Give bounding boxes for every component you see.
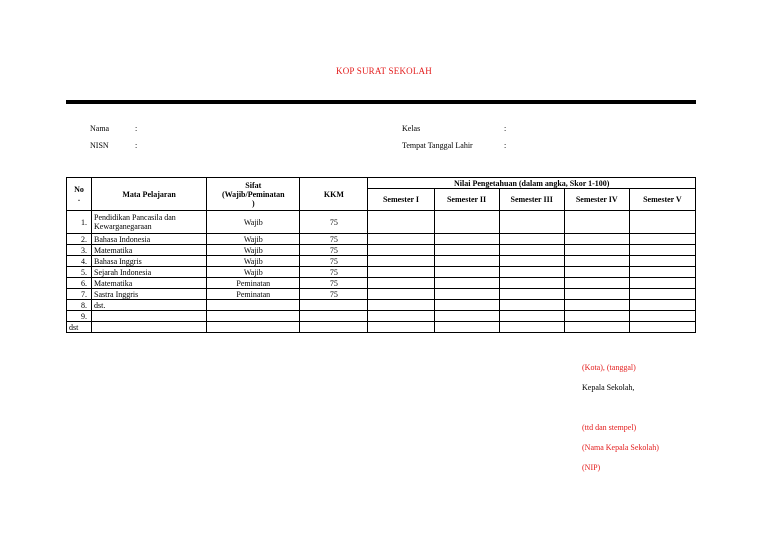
cell-sem3[interactable]: [499, 267, 564, 278]
cell-no: 9.: [67, 311, 92, 322]
cell-sifat: Wajib: [207, 211, 300, 234]
header-sifat-line1: Sifat: [245, 180, 262, 190]
cell-sem1[interactable]: [368, 245, 434, 256]
ttd-stempel: (ttd dan stempel): [582, 423, 637, 432]
cell-sem5[interactable]: [629, 211, 695, 234]
kelas-label: Kelas: [402, 124, 421, 133]
header-semester-3: Semester III: [499, 189, 564, 211]
header-no: [67, 178, 92, 211]
cell-sifat: Peminatan: [207, 278, 300, 289]
cell-sem4[interactable]: [564, 311, 629, 322]
nisn-colon: :: [135, 141, 138, 150]
cell-sem2[interactable]: [434, 322, 499, 333]
cell-sem4[interactable]: [564, 256, 629, 267]
kepala-sekolah-label: Kepala Sekolah,: [582, 383, 635, 392]
nip: (NIP): [582, 463, 601, 472]
cell-sem4[interactable]: [564, 322, 629, 333]
cell-kkm: 75: [300, 256, 368, 267]
cell-sem2[interactable]: [434, 256, 499, 267]
cell-kkm: 75: [300, 289, 368, 300]
cell-sem2[interactable]: [434, 311, 499, 322]
cell-sem1[interactable]: [368, 234, 434, 245]
header-mata-pelajaran: Mata Pelajaran: [92, 178, 207, 211]
cell-no: 7.: [67, 289, 92, 300]
cell-sifat: Wajib: [207, 234, 300, 245]
cell-sifat: [207, 311, 300, 322]
kelas-colon: :: [504, 124, 507, 133]
cell-mapel: Matematika: [92, 278, 207, 289]
cell-sem2[interactable]: [434, 267, 499, 278]
cell-sem1[interactable]: [368, 278, 434, 289]
cell-sem4[interactable]: [564, 278, 629, 289]
cell-kkm: [300, 311, 368, 322]
cell-mapel: dst.: [92, 300, 207, 311]
cell-sem2[interactable]: [434, 234, 499, 245]
cell-sem1[interactable]: [368, 322, 434, 333]
cell-sem4[interactable]: [564, 245, 629, 256]
header-semester-2: Semester II: [434, 189, 499, 211]
cell-sem4[interactable]: [564, 289, 629, 300]
nama-kepala-sekolah: (Nama Kepala Sekolah): [582, 443, 659, 452]
kop-surat-title: KOP SURAT SEKOLAH: [336, 66, 432, 76]
cell-kkm: [300, 322, 368, 333]
cell-no: 3.: [67, 245, 92, 256]
cell-sifat: Peminatan: [207, 289, 300, 300]
ttl-colon: :: [504, 141, 507, 150]
cell-sem1[interactable]: [368, 267, 434, 278]
cell-no: 4.: [67, 256, 92, 267]
cell-mapel: Bahasa Inggris: [92, 256, 207, 267]
cell-sem5[interactable]: [629, 289, 695, 300]
cell-kkm: 75: [300, 211, 368, 234]
table-row: [67, 267, 696, 278]
kota-tanggal: (Kota), (tanggal): [582, 363, 636, 372]
cell-sem3[interactable]: [499, 256, 564, 267]
header-no-dot: .: [78, 194, 81, 203]
cell-sem4[interactable]: [564, 211, 629, 234]
cell-sem1[interactable]: [368, 289, 434, 300]
cell-mapel: [92, 311, 207, 322]
cell-sem2[interactable]: [434, 211, 499, 234]
nisn-label: NISN: [90, 141, 109, 150]
table-row: [67, 322, 696, 333]
cell-sem5[interactable]: [629, 278, 695, 289]
cell-sifat: Wajib: [207, 256, 300, 267]
cell-sifat: Wajib: [207, 267, 300, 278]
cell-sem4[interactable]: [564, 267, 629, 278]
cell-no: 8.: [67, 300, 92, 311]
cell-sem5[interactable]: [629, 300, 695, 311]
table-row: [67, 311, 696, 322]
cell-sem3[interactable]: [499, 211, 564, 234]
cell-mapel: Sejarah Indonesia: [92, 267, 207, 278]
cell-sem3[interactable]: [499, 311, 564, 322]
cell-sem3[interactable]: [499, 300, 564, 311]
cell-sem2[interactable]: [434, 245, 499, 256]
cell-sem1[interactable]: [368, 300, 434, 311]
cell-kkm: 75: [300, 234, 368, 245]
cell-sem5[interactable]: [629, 267, 695, 278]
table-row: [67, 289, 696, 300]
header-sifat: [207, 178, 300, 211]
cell-sifat: Wajib: [207, 245, 300, 256]
table-row: [67, 245, 696, 256]
header-divider: [66, 100, 696, 104]
cell-kkm: 75: [300, 278, 368, 289]
cell-sifat: [207, 322, 300, 333]
table-row: [67, 234, 696, 245]
cell-kkm: 75: [300, 267, 368, 278]
header-sifat-line3: ): [251, 198, 255, 208]
header-semester-5: Semester V: [629, 189, 695, 211]
nama-colon: :: [135, 124, 138, 133]
header-no-text: No: [74, 185, 84, 194]
cell-mapel: [92, 322, 207, 333]
cell-sem5[interactable]: [629, 311, 695, 322]
cell-sem2[interactable]: [434, 300, 499, 311]
cell-sem5[interactable]: [629, 256, 695, 267]
cell-sem3[interactable]: [499, 278, 564, 289]
cell-no: 2.: [67, 234, 92, 245]
cell-sem3[interactable]: [499, 322, 564, 333]
cell-sem5[interactable]: [629, 234, 695, 245]
header-nilai: Nilai Pengetahuan (dalam angka, Skor 1-100): [368, 178, 696, 189]
cell-sem4[interactable]: [564, 234, 629, 245]
cell-mapel: Sastra Inggris: [92, 289, 207, 300]
header-kkm: KKM: [300, 178, 368, 211]
cell-no: 6.: [67, 278, 92, 289]
header-semester-4: Semester IV: [564, 189, 629, 211]
grades-table: [66, 177, 696, 333]
cell-no: 1.: [67, 211, 92, 234]
table-row: [67, 211, 696, 234]
table-row: [67, 300, 696, 311]
cell-no: dst: [67, 322, 92, 333]
cell-sem2[interactable]: [434, 278, 499, 289]
header-sifat-line2: (Wajib/Peminatan: [221, 189, 285, 199]
header-semester-1: Semester I: [368, 189, 434, 211]
cell-sem5[interactable]: [629, 245, 695, 256]
cell-sem1[interactable]: [368, 211, 434, 234]
cell-sem1[interactable]: [368, 311, 434, 322]
cell-kkm: 75: [300, 245, 368, 256]
table-row: [67, 256, 696, 267]
nama-label: Nama: [90, 124, 110, 133]
cell-no: 5.: [67, 267, 92, 278]
cell-sem3[interactable]: [499, 234, 564, 245]
cell-sem1[interactable]: [368, 256, 434, 267]
ttl-label: Tempat Tanggal Lahir: [402, 141, 473, 150]
cell-sifat: [207, 300, 300, 311]
cell-sem3[interactable]: [499, 289, 564, 300]
cell-sem4[interactable]: [564, 300, 629, 311]
cell-mapel: Matematika: [92, 245, 207, 256]
table-row: [67, 278, 696, 289]
cell-sem5[interactable]: [629, 322, 695, 333]
table-header-row: [67, 178, 696, 189]
cell-sem2[interactable]: [434, 289, 499, 300]
cell-sem3[interactable]: [499, 245, 564, 256]
cell-mapel: Pendidikan Pancasila dan Kewarganegaraan: [92, 211, 207, 234]
cell-kkm: [300, 300, 368, 311]
cell-mapel: Bahasa Indonesia: [92, 234, 207, 245]
